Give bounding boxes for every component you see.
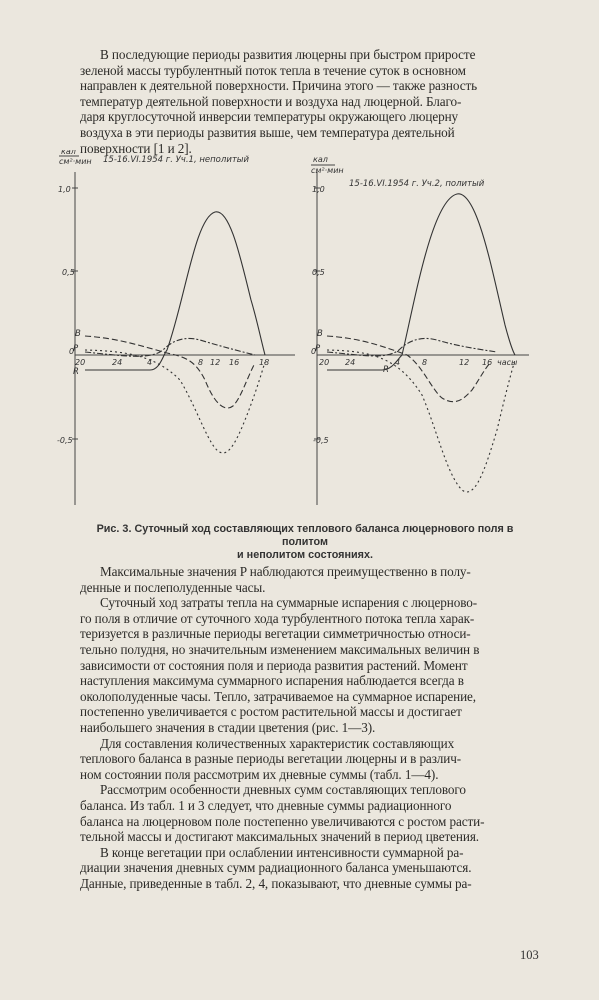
text-line: тельно полудня, но значительным изменением максимальных величин в [80,641,480,657]
chart-header: 15-16.VI.1954 г. Уч.1, неполитый [103,155,250,165]
chart-right [297,150,537,515]
y-tick: 0,5 [62,268,75,277]
x-tick: 8 [422,358,428,367]
x-tick: 20 [319,358,330,367]
x-tick: часы [497,358,518,367]
text-line: околополуденные часы. Тепло, затрачиваемое на суммарное испарение, [80,688,476,704]
x-tick: 16 [229,358,240,367]
x-tick: 12 [210,358,221,367]
text-line: Для составления количественных характеристик составляющих [100,735,455,751]
text-line: воздуха в эти периоды развития выше, чем температура деятельной [80,124,455,140]
text-line: наступления максимума суммарного испарения наблюдается всегда в [80,673,464,689]
text-line: наибольшего значения в стадии цветения (рис. 1—3). [80,719,376,735]
text-line: зеленой массы турбулентный поток тепла в течение суток в основном [80,62,466,78]
y-tick: 0 [69,347,75,356]
y-tick: -0,5 [313,436,329,445]
curve-soil [327,338,497,355]
unit-top: кал [313,155,328,164]
text-line: теплового баланса в разные периоды вегетации люцерны и в различ- [80,751,462,767]
series-label-r: R [383,365,389,375]
text-line: даря круглосуточной инверсии температуры окружающего люцерну [80,109,459,125]
text-line: направлен к деятельной поверхности. Причина этого — также разность [80,78,478,94]
text-line: баланса. Из табл. 1 и 3 следует, что дневные суммы радиационного [80,797,452,813]
text-line: баланса на люцерновом поле постепенно увеличиваются с ростом расти- [80,813,485,829]
text-line: температур деятельной поверхности и воздуха над люцерной. Благо- [80,93,462,109]
x-tick: 24 [112,358,123,367]
series-label-p: P [73,344,79,354]
unit-bottom: см²·мин [311,166,344,175]
y-tick: 1,0 [58,185,71,194]
text-line: В последующие периоды развития люцерны при быстром приросте [100,47,476,62]
text-line: Рассмотрим особенности дневных сумм составляющих теплового [100,782,466,798]
text-line: денные и послеполуденные часы. [80,579,266,595]
text-line: ном состоянии поля рассмотрим их дневные суммы (табл. 1—4). [80,766,439,782]
text-line: тельной массы и достигают максимальных значений в период цветения. [80,829,479,845]
text-line: Максимальные значения P наблюдаются преимущественно в полу- [100,564,471,579]
paragraph-block [80,564,523,891]
chart-header: 15-16.VI.1954 г. Уч.2, политый [349,179,485,189]
curve-turbulent [327,336,491,402]
paragraph-intro [80,47,523,156]
y-tick: 0,5 [312,268,325,277]
x-tick: 12 [459,358,470,367]
chart-left [55,150,295,515]
x-tick: 4 [147,358,153,367]
x-tick: 24 [345,358,356,367]
series-label-r: R [73,367,79,377]
x-tick: 8 [198,358,204,367]
x-tick: 18 [259,358,270,367]
curve-radiation [327,194,518,370]
page-number: 103 [520,948,539,962]
text-line: Суточный ход затраты тепла на суммарные испарения с люцерново- [100,595,478,611]
text-line: поверхности [1 и 2]. [80,140,192,156]
curve-radiation [85,212,265,370]
text-line: В конце вегетации при ослаблении интенсивности суммарной ра- [100,844,464,860]
x-tick: 20 [75,358,86,367]
caption-line: Рис. 3. Суточный ход составляющих теплового баланса люцернового поля в политом [96,523,514,548]
curve-evaporation [327,350,518,492]
curve-turbulent [85,336,255,408]
series-label-b: B [317,329,323,339]
y-tick: -0,5 [57,436,73,445]
text-line: постепенно увеличивается с ростом растительной массы и достигает [80,704,462,720]
text-line: зависимости от состояния поля и периода развития растений. Момент [80,657,468,673]
figure-caption [80,523,530,562]
text-line: Данные, приведенные в табл. 2, 4, показывают, что дневные суммы ра- [80,875,472,891]
x-tick: 4 [395,358,401,367]
y-tick: 0 [311,347,317,356]
unit-top: кал [61,150,76,156]
text-line: теризуется в различные периоды вегетации симметричностью относи- [80,626,471,642]
unit-bottom: см²·мин [59,157,92,166]
y-tick: 1,0 [312,185,325,194]
series-label-b: B [75,329,81,339]
series-label-p: P [315,344,321,354]
text-line: диации значения дневных сумм радиационного баланса уменьшаются. [80,860,472,876]
text-line: го поля в отличие от суточного хода турбулентного потока тепла харак- [80,610,475,626]
x-tick: 16 [482,358,493,367]
caption-line: и неполитом состояниях. [237,549,373,561]
